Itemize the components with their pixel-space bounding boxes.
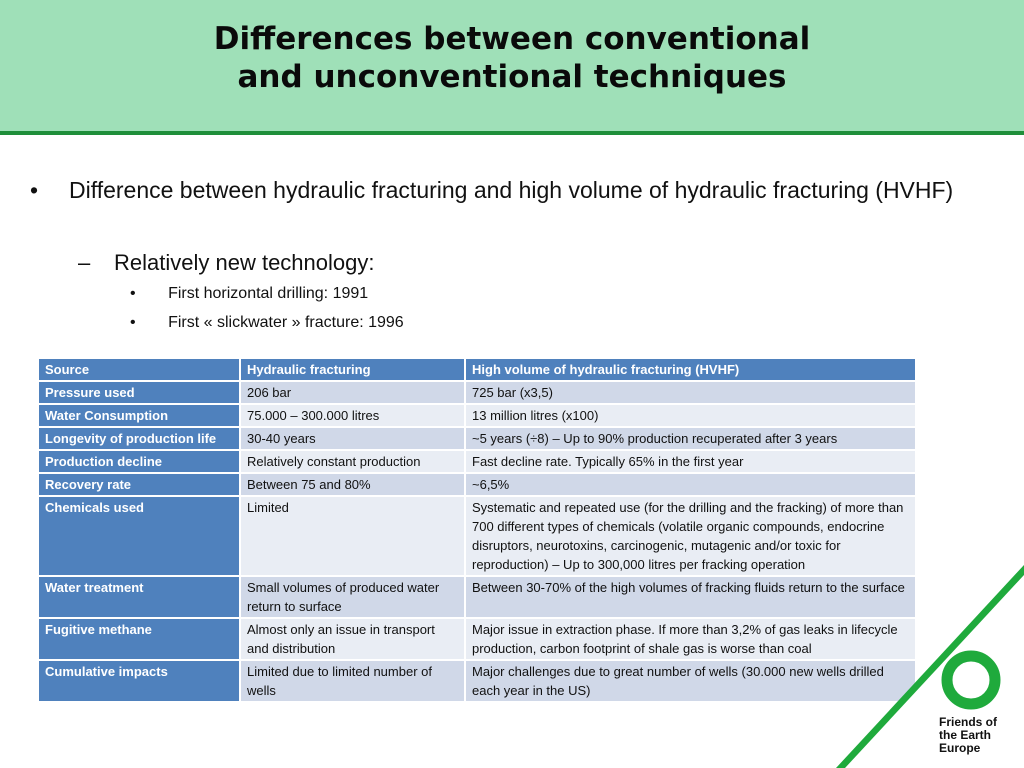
row-label: Longevity of production life xyxy=(38,427,240,450)
row-label: Recovery rate xyxy=(38,473,240,496)
table-cell: Small volumes of produced water return to surface xyxy=(240,576,465,618)
table-cell: Systematic and repeated use (for the drilling and the fracking) of more than 700 different types of chemicals (volatile organic compounds, endocrine disruptors, neurotoxins, carcinogenic, mutagenic and/or toxic for reproduction) – Up to 300,000 litres per fracking operation xyxy=(465,496,916,576)
bullet-level-3-text: First horizontal drilling: 1991 xyxy=(168,285,369,302)
table-cell: ~6,5% xyxy=(465,473,916,496)
table-cell: Fast decline rate. Typically 65% in the first year xyxy=(465,450,916,473)
friends-of-the-earth-logo xyxy=(939,716,997,755)
table-cell: 13 million litres (x100) xyxy=(465,404,916,427)
table-header-cell: High volume of hydraulic fracturing (HVHF) xyxy=(465,358,916,381)
logo-line: Friends of xyxy=(939,715,998,729)
table-row xyxy=(38,427,916,450)
row-label: Water treatment xyxy=(38,576,240,618)
table-cell: ~5 years (÷8) – Up to 90% production recuperated after 3 years xyxy=(465,427,916,450)
bullet-dot-icon: • xyxy=(130,314,136,331)
table-cell: Major issue in extraction phase. If more than 3,2% of gas leaks in lifecycle production, carbon footprint of shale gas is worse than coal xyxy=(465,618,916,660)
table-row xyxy=(38,473,916,496)
comparison-table xyxy=(37,357,917,703)
table-header-cell: Hydraulic fracturing xyxy=(240,358,465,381)
row-label: Chemicals used xyxy=(38,496,240,576)
table-row xyxy=(38,576,916,618)
bullet-dot-icon: • xyxy=(130,285,136,302)
table-row xyxy=(38,404,916,427)
table-row xyxy=(38,618,916,660)
table-cell: Relatively constant production xyxy=(240,450,465,473)
table-header-row xyxy=(38,358,916,381)
table-cell: Between 75 and 80% xyxy=(240,473,465,496)
title-line-2: and unconventional techniques xyxy=(237,59,787,95)
table-row xyxy=(38,496,916,576)
table-cell: Between 30-70% of the high volumes of fracking fluids return to the surface xyxy=(465,576,916,618)
bullet-dash-icon: – xyxy=(78,250,91,275)
logo-line: Europe xyxy=(939,741,981,755)
table-cell: 725 bar (x3,5) xyxy=(465,381,916,404)
title-banner xyxy=(0,0,1024,135)
table-cell: Limited due to limited number of wells xyxy=(240,660,465,702)
row-label: Pressure used xyxy=(38,381,240,404)
table-cell: 206 bar xyxy=(240,381,465,404)
table-row xyxy=(38,660,916,702)
bullet-level-2-text: Relatively new technology: xyxy=(114,250,375,275)
title-line-1: Differences between conventional xyxy=(213,21,811,57)
bullet-level-3 xyxy=(130,313,404,333)
logo-line: the Earth xyxy=(939,728,992,742)
bullet-level-2 xyxy=(78,248,375,278)
table-cell: 75.000 – 300.000 litres xyxy=(240,404,465,427)
bullet-level-1 xyxy=(30,174,964,206)
bullet-level-1-text: Difference between hydraulic fracturing and high volume of hydraulic fracturing (HVHF) xyxy=(69,177,954,203)
row-label: Fugitive methane xyxy=(38,618,240,660)
bullet-dot-icon: • xyxy=(30,177,39,203)
slide-title xyxy=(0,20,1024,96)
table-cell: Major challenges due to great number of wells (30.000 new wells drilled each year in the US) xyxy=(465,660,916,702)
bullet-level-3-text: First « slickwater » fracture: 1996 xyxy=(168,314,404,331)
table-row xyxy=(38,450,916,473)
row-label: Water Consumption xyxy=(38,404,240,427)
table-header-cell: Source xyxy=(38,358,240,381)
table-cell: Almost only an issue in transport and distribution xyxy=(240,618,465,660)
row-label: Cumulative impacts xyxy=(38,660,240,702)
table-cell: 30-40 years xyxy=(240,427,465,450)
bullet-level-3 xyxy=(130,284,368,304)
row-label: Production decline xyxy=(38,450,240,473)
table-cell: Limited xyxy=(240,496,465,576)
table-row xyxy=(38,381,916,404)
